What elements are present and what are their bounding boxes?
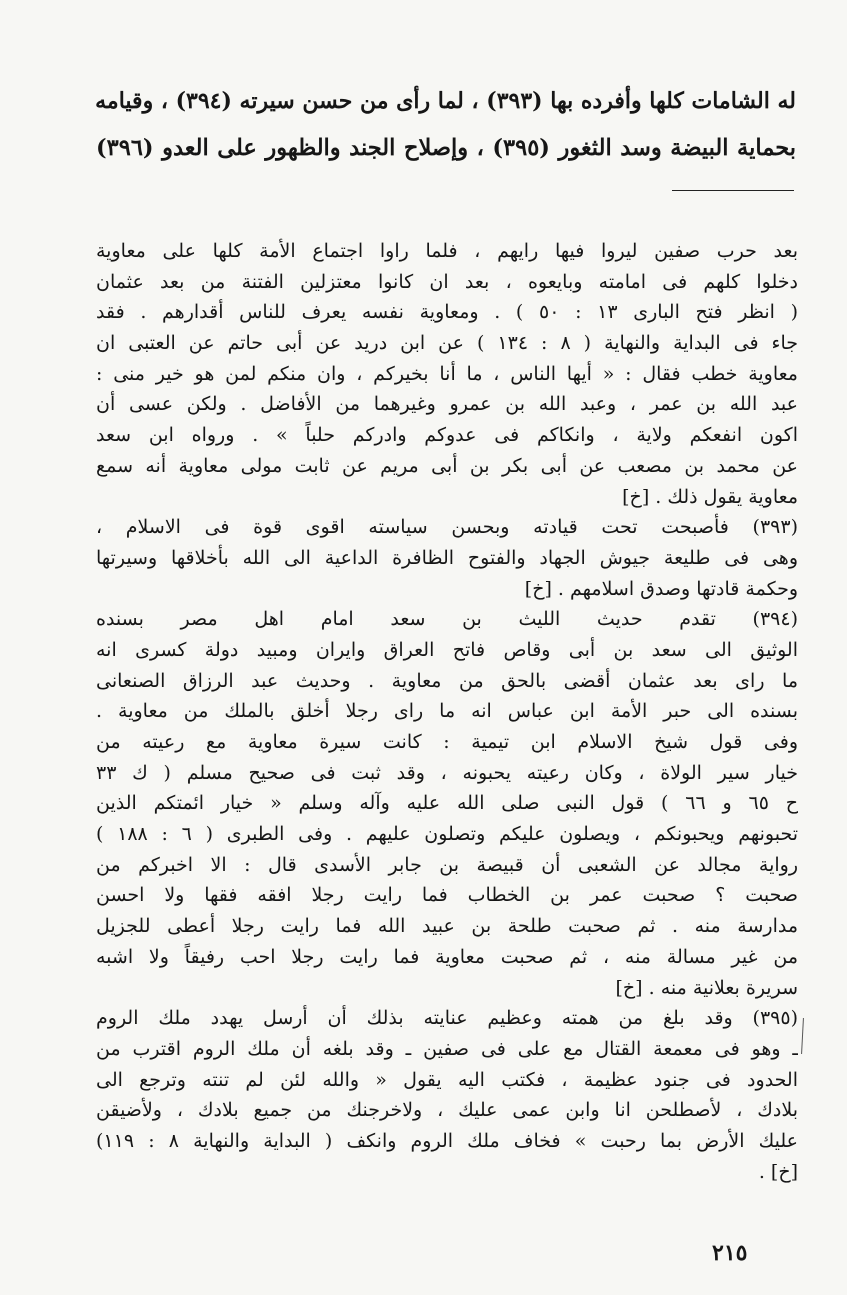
- main-text: [96, 78, 796, 172]
- footnote-line: ( انظر فتح البارى ١٣ : ٥٠ ) . ومعاوية نفسه يعرف للناس أقدارهم . فقد: [96, 301, 798, 324]
- footnote-395: [96, 1003, 798, 1187]
- footnote-line: وفى قول شيخ الاسلام ابن تيمية : كانت سيرة معاوية مع رعيته من: [96, 731, 798, 753]
- footnote-line: دخلوا كلهم فى امامته وبايعوه ، بعد ان كانوا معتزلين الفتنة من بعد عثمان: [96, 270, 798, 293]
- footnote-line: الحدود فى جنود عظيمة ، فكتب اليه يقول « والله لئن لم تنته وترجع الى: [96, 1068, 798, 1091]
- footnote-line: سريرة بعلانية منه . [خ]: [615, 976, 798, 999]
- footnote-separator: [672, 190, 794, 191]
- footnote-line: (٣٩٣) فأصبحت تحت قيادته وبحسن سياسته اقوى قوة فى الاسلام ،: [96, 516, 798, 539]
- footnote-line: رواية مجالد عن الشعبى أن قبيصة بن جابر الأسدى قال : الا اخبركم من: [96, 853, 798, 876]
- footnote-line: صحبت ؟ صحبت عمر بن الخطاب فما رايت رجلا افقه فقها ولا احسن: [96, 884, 798, 907]
- footnote-line: جاء فى البداية والنهاية ( ٨ : ١٣٤ ) عن ابن دريد عن أبى حاتم عن العتبى ان: [96, 332, 798, 355]
- footnote-line: اكون انفعكم ولاية ، وانكاكم فى عدوكم وادركم حلباً » . ورواه ابن سعد: [96, 424, 798, 447]
- footnote-line: عليك الأرض بما رحبت » فخاف ملك الروم وانكف ( البداية والنهاية ٨ : ١١٩): [96, 1129, 798, 1152]
- footnote-line: بلادك ، لأصطلحن انا وابن عمى عليك ، ولاخرجنك من جميع بلادك ، ولأضيقن: [96, 1099, 798, 1122]
- footnote-line: ـ وهو فى معمعة القتال مع على فى صفين ـ وقد بلغه أن ملك الروم اقترب من: [96, 1037, 798, 1060]
- main-text-line: بحماية البيضة وسد الثغور (٣٩٥) ، وإصلاح الجند والظهور على العدو (٣٩٦): [96, 135, 797, 161]
- footnote-line: عن محمد بن مصعب عن أبى بكر بن أبى مريم عن ثابت مولى معاوية أنه سمع: [96, 454, 798, 477]
- footnote-393: [96, 512, 798, 604]
- footnote-line: تحبونهم ويحبونكم ، ويصلون عليكم وتصلون عليهم . وفى الطبرى ( ٦ : ١٨٨ ): [96, 823, 798, 846]
- footnote-line: وهى فى طليعة جيوش الجهاد والفتوح الظافرة الداعية الى الله بأخلاقها وسيرتها: [96, 546, 798, 569]
- margin-mark: [801, 1018, 804, 1054]
- footnote-line: معاوية خطب فقال : « أيها الناس ، ما أنا بخيركم ، وان منكم لمن هو خير منى :: [96, 362, 798, 385]
- footnote-continuation: [96, 236, 798, 512]
- footnote-line: ح ٦٥ و ٦٦ ) قول النبى صلى الله عليه وآله وسلم « خيار ائمتكم الذين: [96, 792, 798, 815]
- footnote-line: خيار سير الولاة ، وكان رعيته يحبونه ، وقد ثبت فى صحيح مسلم ( ك ٣٣: [96, 761, 798, 784]
- footnotes: [96, 236, 798, 1187]
- footnote-line: معاوية يقول ذلك . [خ]: [622, 485, 798, 508]
- footnote-line: وحكمة قادتها وصدق اسلامهم . [خ]: [524, 577, 798, 600]
- main-text-line: له الشامات كلها وأفرده بها (٣٩٣) ، لما رأى من حسن سيرته (٣٩٤) ، وقيامه: [95, 88, 796, 114]
- page-number: ٢١٥: [712, 1240, 748, 1266]
- footnote-line: (٣٩٥) وقد بلغ من همته وعظيم عنايته بذلك أن أرسل يهدد ملك الروم: [96, 1007, 798, 1030]
- footnote-line: (٣٩٤) تقدم حديث الليث بن سعد امام اهل مصر بسنده: [96, 608, 798, 631]
- footnote-line: بسنده الى حبر الأمة ابن عباس انه ما راى رجلا أخلق بالملك من معاوية .: [96, 700, 798, 723]
- footnote-line: مدارسة منه . ثم صحبت طلحة بن عبيد الله فما رايت رجلا أعطى للجزيل: [96, 915, 798, 938]
- footnote-394: [96, 604, 798, 1003]
- footnote-line: الوثيق الى سعد بن أبى وقاص فاتح العراق وايران ومبيد دولة كسرى انه: [96, 638, 798, 661]
- footnote-line: [خ] .: [758, 1160, 798, 1183]
- footnote-line: عبد الله بن عمر ، وعبد الله بن عمرو وغيرهما من الأفاضل . ولكن عسى أن: [96, 393, 798, 416]
- footnote-line: ما راى بعد عثمان أقضى بالحق من معاوية . وحديث عبد الرزاق الصنعانى: [96, 669, 798, 692]
- footnote-line: من غير مسالة منه ، ثم صحبت معاوية فما رايت رجلا احب رفيقاً ولا اشبه: [96, 945, 798, 968]
- footnote-line: بعد حرب صفين ليروا فيها رايهم ، فلما راوا اجتماع الأمة كلها على معاوية: [96, 240, 798, 262]
